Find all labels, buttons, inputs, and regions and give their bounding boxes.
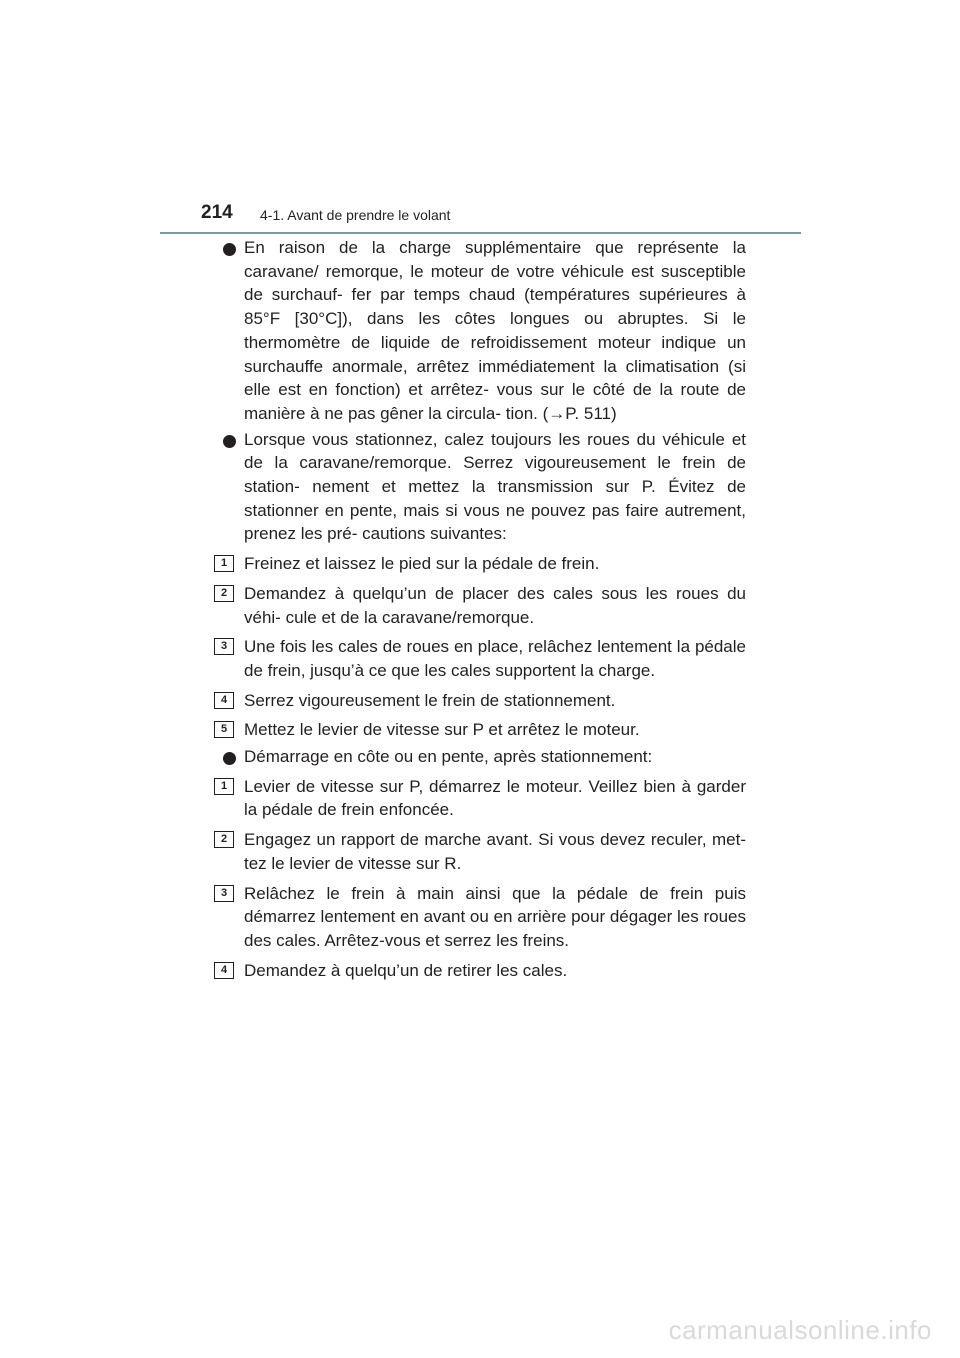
bullet-paragraph-parking xyxy=(0,428,746,547)
bullet-icon xyxy=(223,243,236,256)
step-text: Relâchez le frein à main ainsi que la pédale de frein puis démarrez lentement en avant ou en arrière pour dégager les roues des cales. Arrêtez-vous et serrez les freins. xyxy=(244,883,746,950)
step-text: Demandez à quelqu’un de placer des cales sous les roues du véhi- cule et de la caravane/remorque. xyxy=(244,583,746,627)
step-number-badge: 4 xyxy=(214,962,234,979)
step-item xyxy=(0,775,746,822)
step-number-badge: 3 xyxy=(214,638,234,655)
step-number-badge: 3 xyxy=(214,885,234,902)
bullet-paragraph-hill-start xyxy=(0,745,746,769)
step-text: Mettez le levier de vitesse sur P et arrêtez le moteur. xyxy=(244,720,640,740)
header-divider xyxy=(160,232,801,234)
step-number-badge: 1 xyxy=(214,778,234,795)
step-number-badge: 2 xyxy=(214,585,234,602)
step-item xyxy=(0,552,746,576)
bullet-icon xyxy=(223,752,236,765)
step-item xyxy=(0,635,746,682)
bullet-icon xyxy=(223,435,236,448)
watermark-text: carmanualsonline.info xyxy=(668,1315,932,1345)
step-item xyxy=(0,882,746,953)
paragraph-text: Démarrage en côte ou en pente, après stationnement: xyxy=(244,747,653,767)
step-number-badge: 5 xyxy=(214,721,234,738)
step-number-badge: 4 xyxy=(214,692,234,709)
page-number: 214 xyxy=(201,202,233,223)
step-text: Levier de vitesse sur P, démarrez le moteur. Veillez bien à garder la pédale de frein enfoncée. xyxy=(244,776,746,820)
step-item xyxy=(0,689,746,713)
section-title: 4-1. Avant de prendre le volant xyxy=(260,207,451,223)
step-text: Serrez vigoureusement le frein de stationnement. xyxy=(244,690,616,710)
step-item xyxy=(0,959,746,983)
step-number-badge: 2 xyxy=(214,831,234,848)
bullet-paragraph-overheating xyxy=(0,236,746,426)
step-item xyxy=(0,828,746,875)
paragraph-text: En raison de la charge supplémentaire que représente la caravane/ remorque, le moteur de votre véhicule est susceptible de surchauf- fer par temps chaud (températures supérieures à 85°F [30°C]), dans les côtes longues ou abruptes. Si le thermomètre de liquide de refroidissement moteur indique un surchauffe anormale, arrêtez immédiatement la climatisation (si elle est en fonction) et arrêtez- vous sur le côté de la route de manière à ne pas gêner la circula- tion. (→P. 511) xyxy=(244,238,746,423)
step-item xyxy=(0,718,746,742)
step-text: Engagez un rapport de marche avant. Si vous devez reculer, met- tez le levier de vitesse sur R. xyxy=(244,830,746,873)
paragraph-text: Lorsque vous stationnez, calez toujours les roues du véhicule et de la caravane/remorque. Serrez vigoureusement le frein de station- nement et mettez la transmission sur P. Évitez de stationner en pente, mais si vous ne pouvez pas faire autrement, prenez les pré- cautions suivantes: xyxy=(244,429,746,544)
step-item xyxy=(0,582,746,629)
step-text: Demandez à quelqu’un de retirer les cales. xyxy=(244,960,568,980)
step-number-badge: 1 xyxy=(214,555,234,572)
step-text: Freinez et laissez le pied sur la pédale de frein. xyxy=(244,554,600,574)
step-text: Une fois les cales de roues en place, relâchez lentement la pédale de frein, jusqu’à ce que les cales supportent la charge. xyxy=(244,637,746,680)
page-content xyxy=(0,236,960,985)
